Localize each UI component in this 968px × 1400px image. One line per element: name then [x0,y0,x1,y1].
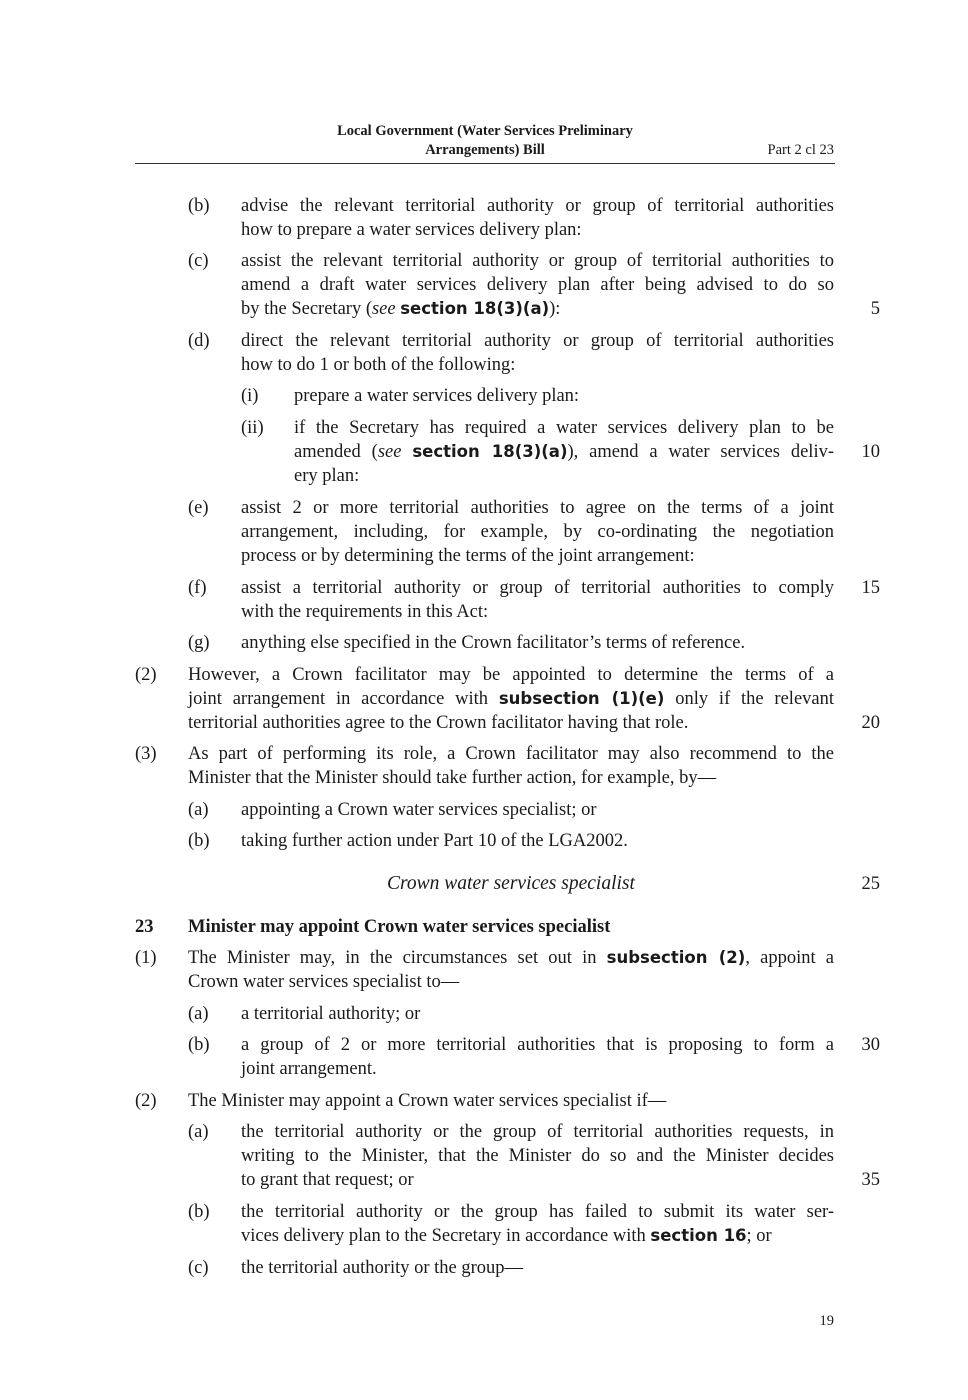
text-line [0,194,968,218]
header-part-ref: Part 2 cl 23 [767,142,834,158]
para-label: (b) [188,1035,210,1055]
para-text: taking further action under Part 10 of the LGA2002. [241,831,628,851]
para-text: However, a Crown facilitator may be appointed to determine the terms of a [188,665,834,685]
para-text: amend a draft water services delivery plan after being advised to do so [241,275,834,295]
text-line [0,631,968,655]
line-number: 25 [861,874,880,894]
text-line [0,1002,968,1026]
text-line [0,249,968,273]
para-label: (a) [188,1004,209,1024]
para-text: how to do 1 or both of the following: [241,355,516,375]
para-label: (b) [188,1202,210,1222]
para-label: (f) [188,578,207,598]
text-line [0,1200,968,1224]
para-text: process or by determining the terms of the joint arrangement: [241,546,695,566]
cross-heading [0,872,968,896]
text-fragment: vices delivery plan to the Secretary in accordance with [241,1226,646,1246]
para-label: (c) [188,251,209,271]
para-text: a territorial authority; or [241,1004,421,1024]
para-text: As part of performing its role, a Crown facilitator may also recommend to the [188,744,834,764]
para-text [241,1224,772,1248]
clause-title: Minister may appoint Crown water services specialist [188,917,611,937]
italic-see: see [371,299,396,319]
para-text: assist 2 or more territorial authorities to agree on the terms of a joint [241,498,834,518]
subsection-label: (2) [135,665,157,685]
text-fragment: by the Secretary ( [241,299,372,319]
text-line [0,946,968,970]
para-text: Minister that the Minister should take further action, for example, by— [188,768,717,788]
text-line [0,273,968,297]
para-text [188,687,834,711]
para-text: arrangement, including, for example, by co-ordinating the negotiation [241,522,834,542]
cross-ref-subsection-2[interactable]: subsection (2) [606,948,746,967]
para-text: writing to the Minister, that the Minister do so and the Minister decides [241,1146,834,1166]
para-text: Crown water services specialist to— [188,972,460,992]
header-title-line2: Arrangements) Bill [425,142,545,158]
para-text: if the Secretary has required a water services delivery plan to be [294,418,834,438]
line-number: 10 [861,442,880,462]
para-label: (e) [188,498,209,518]
page-number: 19 [819,1313,834,1329]
text-line [0,329,968,353]
line-number: 20 [861,713,880,733]
para-text: advise the relevant territorial authority or group of territorial authorities [241,196,834,216]
text-fragment: The Minister may, in the circumstances set out in [188,948,597,968]
text-line [0,970,968,994]
cross-ref-section-18-3-a[interactable]: section 18(3)(a) [400,299,550,318]
para-text: The Minister may appoint a Crown water services specialist if— [188,1091,667,1111]
italic-see: see [377,442,402,462]
para-text: the territorial authority or the group of territorial authorities requests, in [241,1122,834,1142]
text-line [0,1224,968,1248]
clause-heading [0,915,968,939]
subsection-label: (1) [135,948,157,968]
text-line [0,353,968,377]
cross-ref-subsection-1-e[interactable]: subsection (1)(e) [498,689,665,708]
subsection-label: (2) [135,1091,157,1111]
text-line [0,520,968,544]
text-line [0,384,968,408]
text-line [0,544,968,568]
para-label: (a) [188,800,209,820]
para-text: prepare a water services delivery plan: [294,386,580,406]
text-fragment: , appoint a [745,948,835,968]
cross-ref-section-18-3-a[interactable]: section 18(3)(a) [412,442,568,461]
para-text [188,946,834,970]
text-line [0,416,968,440]
subsection-label: (3) [135,744,157,764]
clause-number: 23 [135,917,154,937]
line-number: 15 [861,578,880,598]
para-text: the territorial authority or the group has failed to submit its water ser- [241,1202,834,1222]
text-line [0,496,968,520]
para-label: (a) [188,1122,209,1142]
text-line [0,1057,968,1081]
header-title [235,122,735,160]
subpara-label: (i) [241,386,259,406]
text-line [0,1033,968,1057]
text-line [0,1120,968,1144]
text-line [0,218,968,242]
text-line [0,687,968,711]
para-label: (c) [188,1258,209,1278]
text-fragment: amended ( [294,442,378,462]
para-label: (b) [188,831,210,851]
line-number: 5 [870,299,880,319]
para-text: to grant that request; or [241,1170,414,1190]
text-line [0,663,968,687]
line-number: 35 [861,1170,880,1190]
text-line [0,440,968,464]
text-fragment: ), amend a water services deliv- [567,442,834,462]
para-text: territorial authorities agree to the Crown facilitator having that role. [188,713,689,733]
para-text: how to prepare a water services delivery plan: [241,220,582,240]
para-text: with the requirements in this Act: [241,602,489,622]
text-line [0,1256,968,1280]
para-text: the territorial authority or the group— [241,1258,524,1278]
text-line [0,1144,968,1168]
text-line [0,1168,968,1192]
cross-ref-section-16[interactable]: section 16 [650,1226,747,1245]
cross-heading-title: Crown water services specialist [387,873,635,894]
para-label: (d) [188,331,210,351]
line-number: 30 [861,1035,880,1055]
text-fragment: only if the relevant [675,689,835,709]
text-line [0,600,968,624]
para-text: joint arrangement. [241,1059,377,1079]
header-title-line1: Local Government (Water Services Preliminary [337,123,633,139]
para-text: direct the relevant territorial authority or group of territorial authorities [241,331,834,351]
para-text: anything else specified in the Crown facilitator’s terms of reference. [241,633,746,653]
para-text [294,440,834,464]
text-line [0,742,968,766]
text-line [0,766,968,790]
para-label: (g) [188,633,210,653]
text-fragment: ): [549,299,561,319]
text-line [0,1089,968,1113]
para-text [241,297,560,321]
text-line [0,297,968,321]
para-text: a group of 2 or more territorial authorities that is proposing to form a [241,1035,834,1055]
para-label: (b) [188,196,210,216]
para-text: assist a territorial authority or group of territorial authorities to comply [241,578,834,598]
text-fragment: ; or [746,1226,772,1246]
text-line [0,798,968,822]
text-line [0,464,968,488]
subpara-label: (ii) [241,418,264,438]
text-line [0,711,968,735]
para-text: assist the relevant territorial authority or group of territorial authorities to [241,251,834,271]
text-fragment: joint arrangement in accordance with [188,689,489,709]
text-line [0,829,968,853]
header-rule [135,163,835,164]
text-line [0,576,968,600]
para-text: ery plan: [294,466,360,486]
para-text: appointing a Crown water services specialist; or [241,800,597,820]
